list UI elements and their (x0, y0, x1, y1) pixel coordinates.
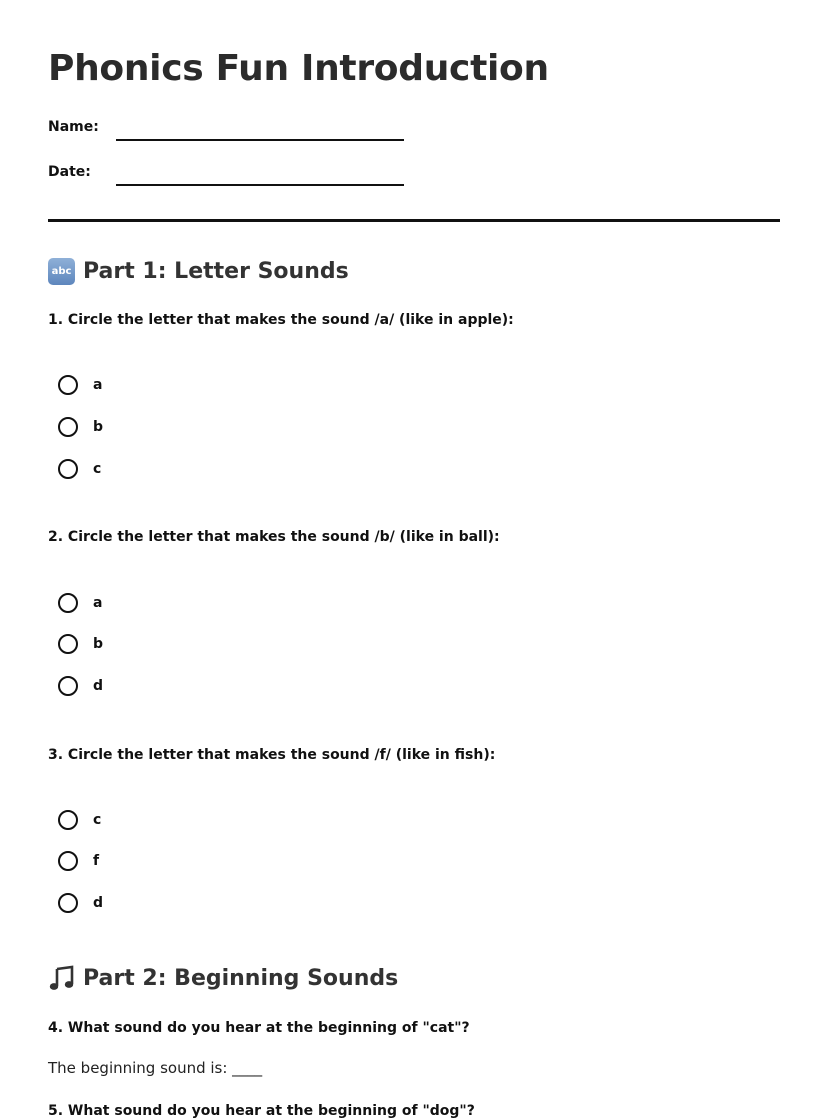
q1-option-b[interactable] (58, 415, 103, 439)
date-field (48, 164, 408, 188)
abc-icon: abc (48, 258, 75, 285)
music-note-icon (48, 965, 75, 992)
q2-option-a[interactable] (58, 591, 102, 615)
radio-circle-icon[interactable] (58, 459, 78, 479)
name-blank-line[interactable] (116, 139, 404, 141)
q2-option-d[interactable] (58, 674, 103, 698)
part2-title (48, 965, 398, 992)
radio-circle-icon[interactable] (58, 593, 78, 613)
option-label: c (93, 812, 102, 828)
option-label: b (93, 419, 104, 435)
q3-option-d[interactable] (58, 891, 103, 915)
header-divider (48, 219, 780, 222)
q1-option-a[interactable] (58, 373, 102, 397)
option-label: d (93, 678, 104, 694)
radio-circle-icon[interactable] (58, 676, 78, 696)
q3-option-f[interactable] (58, 849, 99, 873)
question-2: 2. Circle the letter that makes the sound /b/ (like in ball): (48, 529, 500, 545)
name-label: Name: (48, 119, 99, 135)
radio-circle-icon[interactable] (58, 893, 78, 913)
q2-option-b[interactable] (58, 632, 103, 656)
part2-title-text: Part 2: Beginning Sounds (83, 966, 399, 991)
option-label: b (93, 636, 104, 652)
date-blank-line[interactable] (116, 184, 404, 186)
option-label: c (93, 461, 102, 477)
radio-circle-icon[interactable] (58, 417, 78, 437)
question-1: 1. Circle the letter that makes the sound /a/ (like in apple): (48, 312, 514, 328)
radio-circle-icon[interactable] (58, 634, 78, 654)
q4-answer-blank[interactable]: The beginning sound is: ____ (48, 1059, 263, 1077)
name-field (48, 119, 408, 143)
date-label: Date: (48, 164, 91, 180)
question-5: 5. What sound do you hear at the beginning of "dog"? (48, 1103, 475, 1119)
q3-option-c[interactable] (58, 808, 101, 832)
radio-circle-icon[interactable] (58, 375, 78, 395)
page-title: Phonics Fun Introduction (48, 48, 549, 89)
q1-option-c[interactable] (58, 457, 101, 481)
radio-circle-icon[interactable] (58, 851, 78, 871)
question-3: 3. Circle the letter that makes the sound /f/ (like in fish): (48, 747, 496, 763)
question-4: 4. What sound do you hear at the beginning of "cat"? (48, 1020, 470, 1036)
part1-title-text: Part 1: Letter Sounds (83, 259, 349, 284)
option-label: a (93, 377, 103, 393)
option-label: d (93, 895, 104, 911)
option-label: f (93, 853, 100, 869)
option-label: a (93, 595, 103, 611)
radio-circle-icon[interactable] (58, 810, 78, 830)
part1-title (48, 258, 349, 285)
